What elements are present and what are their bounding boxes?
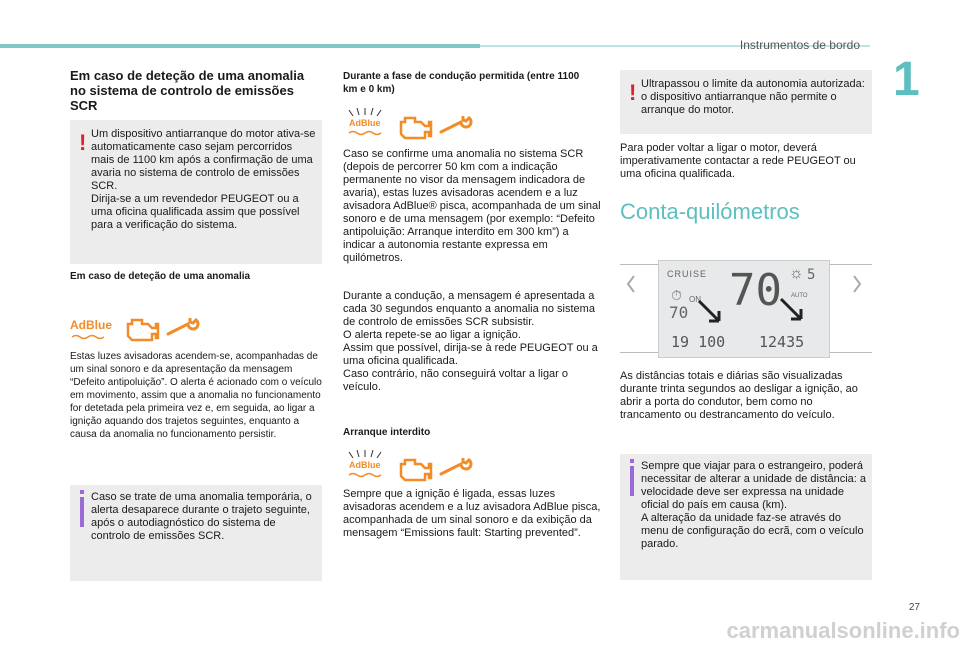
total-distance: 12435	[759, 333, 805, 351]
exclamation-icon: !	[629, 80, 637, 105]
adblue-wave-icon	[347, 472, 383, 478]
gear-indicator: 5	[807, 267, 816, 283]
warning-text: Ultrapassou o limite da autonomia autorizada: o dispositivo antiarranque não permite o arranque do motor.	[641, 78, 865, 116]
flash-rays-icon	[345, 108, 385, 116]
info-box	[620, 454, 872, 580]
left-indicator-icon	[624, 274, 636, 294]
cruise-label: CRUISE	[667, 269, 708, 279]
sun-icon: ☼	[789, 265, 804, 282]
exclamation-icon: !	[79, 130, 87, 155]
paragraph: Sempre que a ignição é ligada, essas luzes avisadoras acendem e a luz avisadora AdBlue pisca, acompanhada de um sinal sonoro e da exibição da mensagem “Emissions fault: Starting prevented”.	[343, 488, 601, 539]
paragraph: Durante a condução, a mensagem é apresentada a cada 30 segundos enquanto a anomalia no sistema de controlo de emissões SCR subsistir. O alerta repete-se ao ligar a ignição. Assim que possível, dirija-se à rede PEUGEOT ou a uma oficina qualificada. Caso contrário, não conseguirá voltar a ligar o veículo.	[343, 290, 598, 393]
chapter-number: 1	[893, 53, 920, 106]
info-icon	[630, 466, 634, 496]
adblue-wave-icon	[70, 334, 110, 340]
section-heading: Conta-quilómetros	[620, 199, 800, 224]
subheading: Arranque interdito	[343, 427, 431, 438]
info-icon	[80, 497, 84, 527]
engine-icon	[122, 316, 160, 342]
engine-icon	[395, 114, 433, 140]
paragraph: Para poder voltar a ligar o motor, deverá imperativamente contactar a rede PEUGEOT ou uma oficina qualificada.	[620, 142, 856, 180]
paragraph: Estas luzes avisadoras acendem-se, acompanhadas de um sinal sonoro e da apresentação da mensagem “Defeito antipoluição”. O alerta é acionado com o veículo em movimento, assim que a anomalia no funcionamento for detetada pela primeira vez e, em seguida, ao ligar a ignição aquando dos trajetos seguintes, enquanto a causa da anomalia no funcionamento persistir.	[70, 351, 322, 440]
set-speed-readout: 70	[669, 303, 689, 322]
paragraph: Caso se confirme uma anomalia no sistema SCR (depois de percorrer 50 km com a indicação permanente no visor da mensagem indicadora de avaria), estas luzes avisadoras acendem e a luz avisadora AdBlue® pisca, acompanhada de um sinal sonoro e de uma mensagem (por exemplo: “Defeito antipoluição: Arranque interdito em 300 km”) a indicar a autonomia restante expressa em quilómetros.	[343, 148, 601, 264]
section-title: Instrumentos de bordo	[739, 38, 860, 52]
wrench-icon	[166, 318, 202, 338]
warning-box	[70, 120, 322, 264]
page-number: 27	[908, 602, 920, 613]
wrench-icon	[439, 458, 475, 478]
info-text: Caso se trate de uma anomalia temporária, o alerta desaparece durante o trajeto seguinte, após o autodiagnóstico do sistema de controlo de emissões SCR.	[91, 491, 312, 542]
adblue-icon: AdBlue	[349, 118, 381, 128]
arrow-icon	[779, 297, 805, 323]
flash-rays-icon	[345, 450, 385, 458]
info-text: Sempre que viajar para o estrangeiro, poderá necessitar de alterar a unidade de distância: a velocidade deve ser expressa na unidade oficial do país em causa (km). A alteração da unidade faz-se através do menu de configuração do ecrã, com o veículo parado.	[641, 460, 867, 550]
speed-readout: 70	[729, 265, 782, 316]
adblue-wave-icon	[347, 130, 383, 136]
warning-box	[620, 70, 872, 134]
adblue-icon: AdBlue	[349, 460, 381, 470]
engine-icon	[395, 456, 433, 482]
section-heading: Em caso de deteção de uma anomalia no sistema de controlo de emissões SCR	[70, 68, 305, 113]
warning-text: Um dispositivo antiarranque do motor ativa-se automaticamente caso sejam percorridos mais de 1100 km após a confirmação de uma avaria no sistema de controlo de emissões SCR. Dirija-se a um revendedor PEUGEOT ou a uma oficina qualificada assim que possível para a verificação do sistema.	[91, 128, 316, 231]
subheading: Em caso de deteção de uma anomalia	[70, 271, 251, 282]
warning-lamps-flashing	[343, 108, 483, 144]
subheading: Durante a fase de condução permitida (entre 1100 km e 0 km)	[343, 71, 580, 95]
info-box	[70, 485, 322, 581]
paragraph: As distâncias totais e diárias são visualizadas durante trinta segundos ao desligar a ignição, ao abrir a porta do condutor, bem como no trancamento ou destrancamento do veículo.	[620, 370, 858, 421]
warning-lamps	[70, 312, 210, 342]
lcd-screen	[658, 260, 830, 358]
odometer-display	[620, 254, 872, 360]
header-accent-bar	[0, 44, 480, 48]
watermark: carmanualsonline.info	[726, 618, 960, 643]
on-label: ON	[689, 295, 701, 304]
adblue-icon: AdBlue	[70, 318, 112, 332]
auto-label: AUTO	[791, 293, 808, 299]
wrench-icon	[439, 116, 475, 136]
right-indicator-icon	[852, 274, 864, 294]
trip-distance: 19 100	[671, 333, 726, 351]
warning-lamps-start-prevented	[343, 450, 483, 486]
cruise-control-icon: ⏱	[671, 287, 682, 303]
arrow-icon	[697, 299, 723, 325]
